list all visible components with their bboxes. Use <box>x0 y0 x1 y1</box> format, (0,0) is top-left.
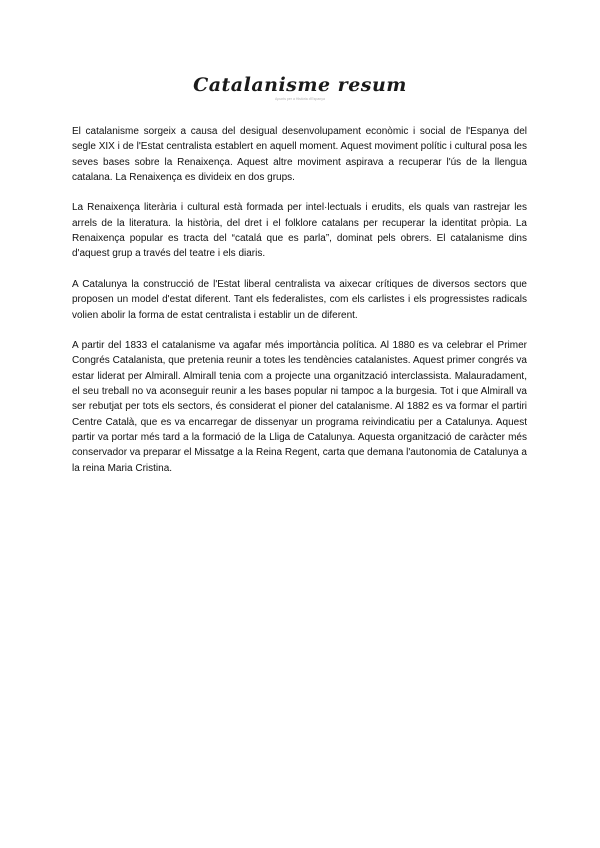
document-body <box>72 124 527 491</box>
paragraph-2: La Renaixença literària i cultural està formada per intel·lectuals i erudits, els quals van rastrejar les arrels de la literatura. la història, del dret i el folklore catalans per recuperar la identitat pròpia. La Renaixença popular es tracta del “catalá que es parla”, dominat pels obrers. El catalanisme dins d'aquest grup a través del teatre i els diaris. <box>72 202 527 260</box>
paragraph-3: A Catalunya la construcció de l'Estat liberal centralista va aixecar crítiques de diversos sectors que proposen un model d'estat diferent. Tant els federalistes, com els carlistes i els progressistes radicals volien abolir la forma de estat centralista i establir un de diferent. <box>72 278 527 321</box>
paragraph-1: El catalanisme sorgeix a causa del desigual desenvolupament econòmic i social de l'Espanya del segle XIX i de l'Estat centralista establert en aquell moment. Aquest moviment polític i cultural posa les seves bases sobre la Renaixença. Aquest altre moviment aspirava a recuperar l'ús de la llengua catalana. La Renaixença es divideix en dos grups. <box>72 126 527 183</box>
document-subtitle: Apunts per a Història d'Espanya <box>275 97 325 101</box>
document-title: Catalanisme resum <box>193 74 407 96</box>
paragraph-4: A partir del 1833 el catalanisme va agafar més importància política. Al 1880 es va celebrar el Primer Congrés Catalanista, que pretenia reunir a totes les tendències catalanistes. Aquest primer congrés va estar liderat per Almirall. Almirall tenia com a projecte una organització interclassista. Malauradament, el seu treball no va aconseguir reunir a les bases popular ni tampoc a la burgesia. Tot i que Almirall va ser rebutjat per tots els sectors, és considerat el pioner del catalanisme. Al 1882 es va formar el partiri Centre Català, que es va encarregar de dissenyar un programa reivindicatiu per a Catalunya. Aquest partir va portar més tard a la formació de la Lliga de Catalunya. Aquesta organització de caràcter més conservador va preparar el Missatge a la Reina Regent, carta que demana l'autonomia de Catalunya a la reina Maria Cristina. <box>72 340 527 474</box>
